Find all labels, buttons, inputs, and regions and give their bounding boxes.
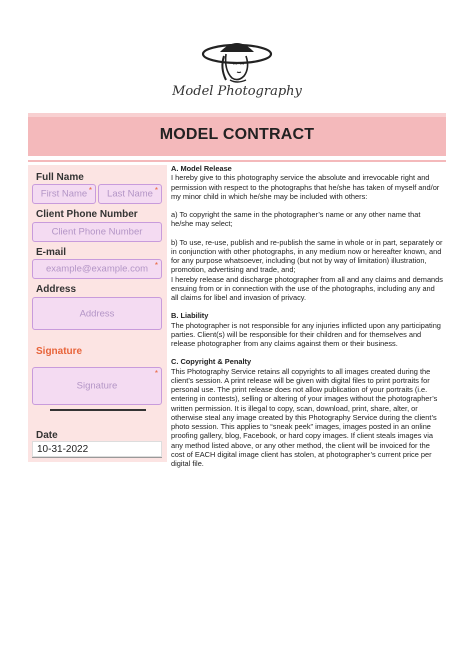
date-field[interactable]: 10-31-2022: [32, 441, 162, 457]
first-name-field[interactable]: [32, 184, 96, 204]
first-name-placeholder: First Name: [40, 188, 88, 200]
required-mark: *: [154, 186, 158, 195]
copyright-paragraph: This Photography Service retains all copyrights to all images created during the client’s session. A print release will be given with digital files to print portraits for personal use. The print release does not allow publication of your portraits (i.e. entering in contests), selling or altering of your images without the photographer’s written permission. It is illegal to copy, scan, download, print, share, alter, or otherwise steal any image created by this Photography Service during the client’s photo session. This applies to “sneak peek” images, images posted in an online proofing gallery, blog, Facebook, or hard copy images. If client steals images via any method listed above, or any other method, the client will be invoiced for the cost of EACH digital image client has stolen, at photographer’s current price per digital file.: [171, 366, 438, 468]
brand-name: Model Photography: [172, 84, 302, 99]
liability-paragraph: The photographer is not responsible for any injuries inflicted upon any participating parties. Client(s) will be responsible for their children and for themselves and release photographer from any claims against them or their business.: [171, 320, 441, 348]
last-name-placeholder: Last Name: [107, 188, 153, 200]
email-field[interactable]: [32, 259, 162, 279]
required-mark: *: [154, 369, 158, 378]
title-divider: [28, 160, 446, 162]
brand-logo: [0, 36, 474, 106]
full-name-label: Full Name: [36, 172, 84, 183]
address-placeholder: Address: [79, 308, 115, 319]
phone-label: Client Phone Number: [36, 209, 138, 220]
release-paragraph: a) To copyright the same in the photographer’s name or any other name that he/she may select;: [171, 210, 421, 229]
address-field[interactable]: [32, 297, 162, 330]
release-heading: A. Model Release: [171, 164, 232, 173]
last-name-field[interactable]: [98, 184, 162, 204]
signature-placeholder: Signature: [76, 380, 118, 392]
required-mark: *: [154, 261, 158, 270]
release-paragraph: I hereby release and discharge photographer from all and any claims and demands ensuing from or in connection with the use of the photographs, including any and all claims for libel and invasion of privacy.: [171, 274, 443, 302]
release-paragraph: I hereby give to this photography service the absolute and irrevocable right and permission with respect to the photographs that he/she has taken of myself and/or my minor child in which he/she may be included with others:: [171, 173, 440, 201]
signature-label: Signature: [36, 346, 83, 357]
date-label: Date: [36, 430, 58, 441]
release-paragraph: b) To use, re-use, publish and re-publish the same in whole or in part, separately or in conjunction with other photographs, in any medium now or hereafter known, and for any purpose whatsoever, including (but not by way of limitation) illustration, promotion, advertising and trade, and;: [171, 237, 443, 275]
page-title: MODEL CONTRACT: [159, 126, 315, 143]
contract-terms: [171, 164, 443, 468]
required-mark: *: [88, 186, 92, 195]
signature-line: [50, 409, 146, 411]
email-label: E-mail: [36, 247, 67, 258]
signature-field[interactable]: [32, 367, 162, 405]
liability-heading: B. Liability: [171, 311, 209, 321]
email-placeholder: example@example.com: [45, 263, 149, 275]
address-label: Address: [36, 284, 77, 295]
title-bar: [28, 113, 446, 156]
phone-placeholder: Client Phone Number: [51, 226, 143, 238]
copyright-heading: C. Copyright & Penalty: [171, 357, 252, 367]
woman-with-hat-logo-icon: [200, 36, 274, 84]
date-underline: [32, 457, 162, 458]
phone-field[interactable]: [32, 222, 162, 242]
